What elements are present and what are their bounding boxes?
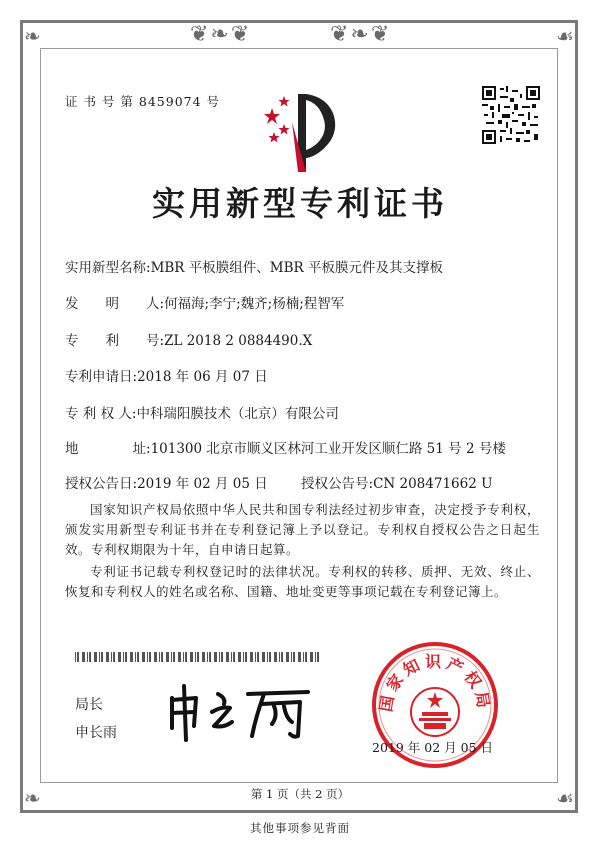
field-patent-number-label: 专 利 号:	[65, 333, 165, 349]
commissioner-name: 申长雨	[75, 725, 117, 741]
field-grant-number-value: CN 208471662 U	[373, 476, 493, 492]
emblem-star-2	[279, 96, 290, 107]
field-address	[65, 437, 506, 457]
field-patent-number	[65, 329, 312, 349]
field-patentee	[65, 402, 339, 422]
body-paragraph-2: 专利证书记载专利权登记时的法律状况。专利权的转移、质押、无效、终止、恢复和专利权人的姓名或名称、国籍、地址变更等事项记载在专利登记簿上。	[65, 564, 540, 599]
corner-ornament-top-right: ☙	[556, 24, 574, 48]
emblem-star-1	[264, 108, 280, 124]
field-patentee-label: 专 利 权 人:	[65, 406, 137, 422]
field-filing-date-label: 专利申请日:	[65, 369, 138, 385]
field-name-label: 实用新型名称:	[65, 260, 151, 276]
national-emblem-icon	[411, 688, 459, 736]
field-patentee-value: 中科瑞阳膜技术（北京）有限公司	[136, 406, 339, 422]
field-grant-number-label: 授权公告号:	[301, 476, 374, 492]
footer-note: 其他事项参见背面	[250, 821, 350, 835]
body-paragraph-1: 国家知识产权局依照中华人民共和国专利法经过初步审查，决定授予专利权，颁发实用新型专利证书并在专利登记簿上予以登记。专利权自授权公告之日起生效。专利权期限为十年，自申请日起算。	[65, 502, 540, 557]
corner-ornament-bottom-left: ❧	[24, 786, 41, 810]
corner-ornament-bottom-right: ☙	[556, 786, 574, 810]
field-address-value: 101300 北京市顺义区林河工业开发区顺仁路 51 号 2 号楼	[150, 441, 506, 457]
field-inventor-value: 何福海;李宁;魏齐;杨楠;程智军	[164, 296, 345, 312]
page-number: 第 1 页（共 2 页）	[250, 787, 350, 801]
field-grant-date-value: 2019 年 02 月 05 日	[137, 476, 268, 492]
field-grant-date	[65, 472, 268, 492]
top-ornament-right: ❦❧❦	[330, 22, 392, 47]
field-grant-date-label: 授权公告日:	[65, 476, 138, 492]
field-name-value: MBR 平板膜组件、MBR 平板膜元件及其支撑板	[150, 260, 443, 276]
commissioner-signature	[160, 676, 315, 746]
commissioner-title: 局长	[75, 697, 103, 713]
qr-code	[482, 86, 540, 144]
certificate-title: 实用新型专利证书	[152, 184, 448, 223]
emblem-curve	[306, 94, 335, 158]
patent-office-emblem	[258, 88, 344, 174]
corner-ornament-top-left: ❧	[24, 24, 41, 48]
field-address-label: 地 址:	[65, 441, 151, 457]
field-grant-number	[301, 472, 492, 492]
emblem-star-4	[269, 132, 280, 143]
field-filing-date-value: 2018 年 06 月 07 日	[137, 369, 268, 385]
top-ornament-left: ❦❧❦	[190, 22, 252, 47]
field-inventor-label: 发 明 人:	[65, 296, 165, 312]
emblem-star-3	[279, 124, 290, 135]
field-inventor	[65, 292, 344, 312]
field-name	[65, 256, 443, 276]
field-filing-date	[65, 365, 268, 385]
security-barcode-strip	[75, 652, 320, 662]
field-patent-number-value: ZL 2018 2 0884490.X	[164, 333, 313, 349]
seal-text: 国家知识产权局	[376, 652, 494, 714]
certificate-number: 证 书 号 第 8459074 号	[65, 94, 221, 109]
seal-date: 2019 年 02 月 05 日	[372, 740, 493, 755]
